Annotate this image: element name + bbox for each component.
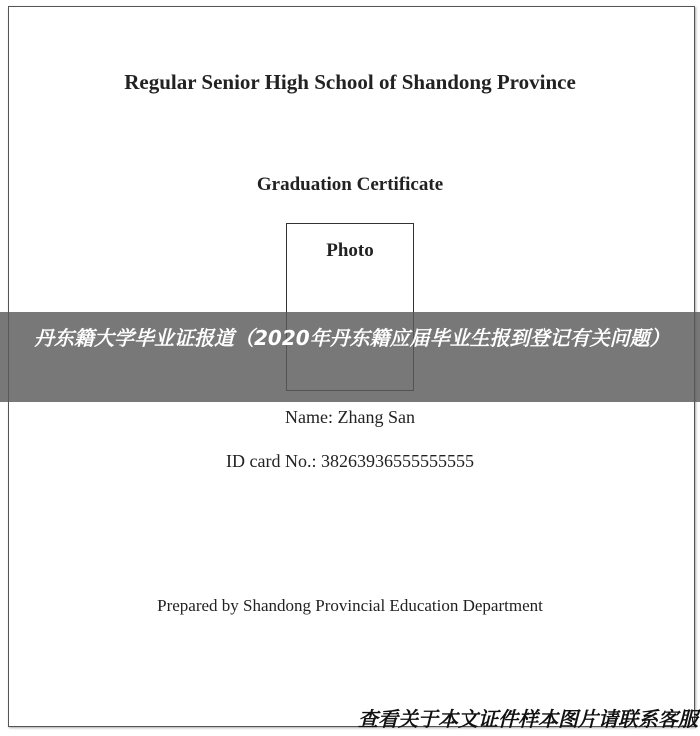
student-name: Name: Zhang San (285, 407, 415, 427)
certificate-title: Graduation Certificate (256, 174, 444, 195)
title-overlay-banner (0, 312, 700, 402)
article-title: 丹东籍大学毕业证报道（2020年丹东籍应届毕业生报到登记有关问题） (34, 326, 670, 350)
contact-note: 查看关于本文证件样本图片请联系客服 (358, 707, 698, 731)
id-card-number: ID card No.: 38263936555555555 (226, 451, 474, 471)
prepared-by: Prepared by Shandong Provincial Education Department (157, 596, 543, 615)
school-name: Regular Senior High School of Shandong Province (124, 70, 576, 94)
photo-label: Photo (326, 240, 374, 261)
